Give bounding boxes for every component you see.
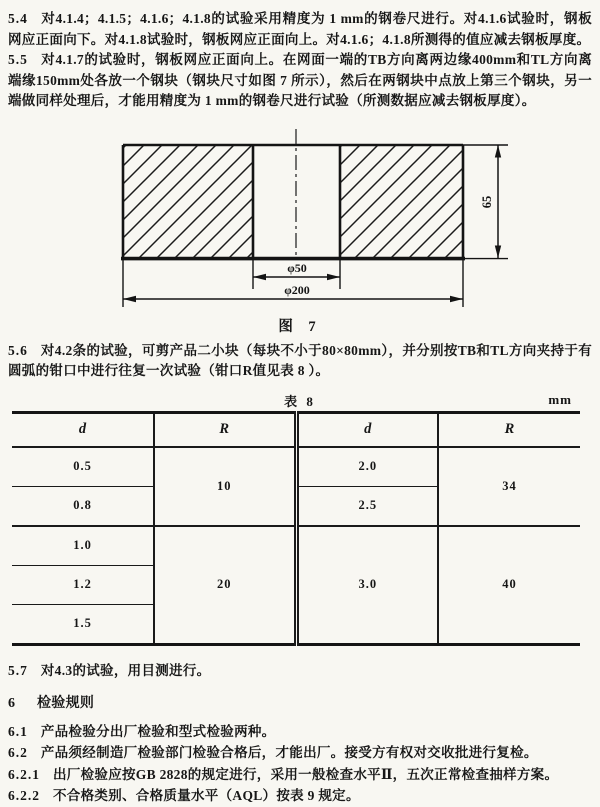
cell-r: 34	[438, 447, 580, 526]
clause-5-5	[8, 50, 592, 112]
clause-text: 对4.3的试验，用目测进行。	[40, 662, 211, 678]
clause-number: 6.2.1	[8, 766, 40, 782]
arrow-down-icon	[495, 245, 501, 258]
cell-d: 1.5	[12, 604, 154, 644]
hatched-block-right	[340, 145, 463, 258]
cell-d: 2.0	[296, 447, 438, 487]
col-header-r: R	[438, 412, 580, 447]
arrow-left-icon	[123, 295, 136, 301]
table-8-header-row	[8, 391, 592, 409]
clause-text: 出厂检验应按GB 2828的规定进行，采用一般检查水平Ⅱ，五次正常检查抽样方案。	[53, 766, 559, 782]
clause-5-6	[8, 341, 592, 382]
section-6-heading	[8, 694, 592, 715]
clause-text: 对4.1.4；4.1.5；4.1.6；4.1.8的试验采用精度为 1 mm的钢卷尺进行。对4.1.6试验时，钢板网应正面向下。对4.1.8试验时，钢板网应正面向上。对4.1.6；4.1.8所测得的值应减去钢板厚度。	[8, 11, 592, 47]
figure-7	[0, 127, 600, 336]
table-unit-label: mm	[548, 391, 572, 407]
clause-6-2-2	[8, 786, 592, 807]
figure-caption: 图 7	[278, 318, 322, 335]
cell-d: 3.0	[296, 526, 438, 645]
cell-d: 2.5	[296, 486, 438, 526]
dim-height-label: 65	[480, 195, 494, 208]
clause-text: 对4.1.7的试验时，钢板网应正面向上。在网面一端的TB方向离两边缘400mm和TL方向离端缘150mm处各放一个钢块（钢块尺寸如图 7 所示），然后在两钢块中点放上第三个钢块，另一端做同样处理后，才能用精度为 1 mm的钢卷尺进行试验（所测数据应减去钢板厚度）。	[8, 52, 592, 108]
clause-text: 产品须经制造厂检验部门检验合格后，才能出厂。接受方有权对交收批进行复检。	[40, 745, 538, 760]
cell-r: 10	[154, 447, 296, 526]
clause-6-2	[8, 743, 592, 764]
clause-number: 5.6	[8, 342, 28, 358]
cell-d: 0.5	[12, 447, 154, 487]
col-header-d: d	[12, 412, 154, 447]
section-number: 6	[8, 696, 16, 711]
dim-hole-label: φ50	[287, 260, 307, 275]
table-8	[12, 411, 580, 646]
cell-r: 40	[502, 577, 517, 591]
dim-outer-label: φ200	[284, 282, 310, 297]
arrow-left-icon	[253, 273, 266, 279]
clause-6-1	[8, 722, 592, 743]
clause-5-7	[8, 661, 592, 682]
clause-number: 5.5	[8, 52, 28, 67]
hatched-block-left	[123, 145, 253, 258]
clause-text: 对4.2条的试验，可剪产品二小块（每块不小于80×80mm），并分别按TB和TL方向夹持于有圆弧的钳口中进行往复一次试验（钳口R值见表 8 ）。	[8, 342, 592, 378]
section-title: 检验规则	[37, 696, 95, 711]
clause-number: 5.4	[8, 11, 28, 26]
figure-7-drawing	[0, 127, 600, 313]
clause-5-4	[8, 9, 592, 50]
table-row	[12, 526, 580, 566]
cell-d: 1.2	[12, 565, 154, 604]
col-header-d: d	[296, 412, 438, 447]
table-title: 表 8	[284, 393, 316, 409]
cell-r: 20	[154, 526, 296, 645]
arrow-right-icon	[327, 273, 340, 279]
arrow-right-icon	[450, 295, 463, 301]
cell-d: 1.0	[12, 526, 154, 566]
col-header-r: R	[154, 412, 296, 447]
table-header-row	[12, 412, 580, 447]
clause-text: 不合格类别、合格质量水平（AQL）按表 9 规定。	[53, 788, 360, 803]
clause-6-2-1	[8, 765, 592, 786]
clause-text: 产品检验分出厂检验和型式检验两种。	[40, 723, 276, 739]
clause-number: 6.1	[8, 723, 28, 739]
cell-d: 0.8	[12, 486, 154, 526]
table-row	[12, 447, 580, 487]
clause-number: 5.7	[8, 662, 28, 678]
clause-number: 6.2.2	[8, 788, 40, 803]
arrow-up-icon	[495, 145, 501, 158]
clause-number: 6.2	[8, 745, 28, 760]
